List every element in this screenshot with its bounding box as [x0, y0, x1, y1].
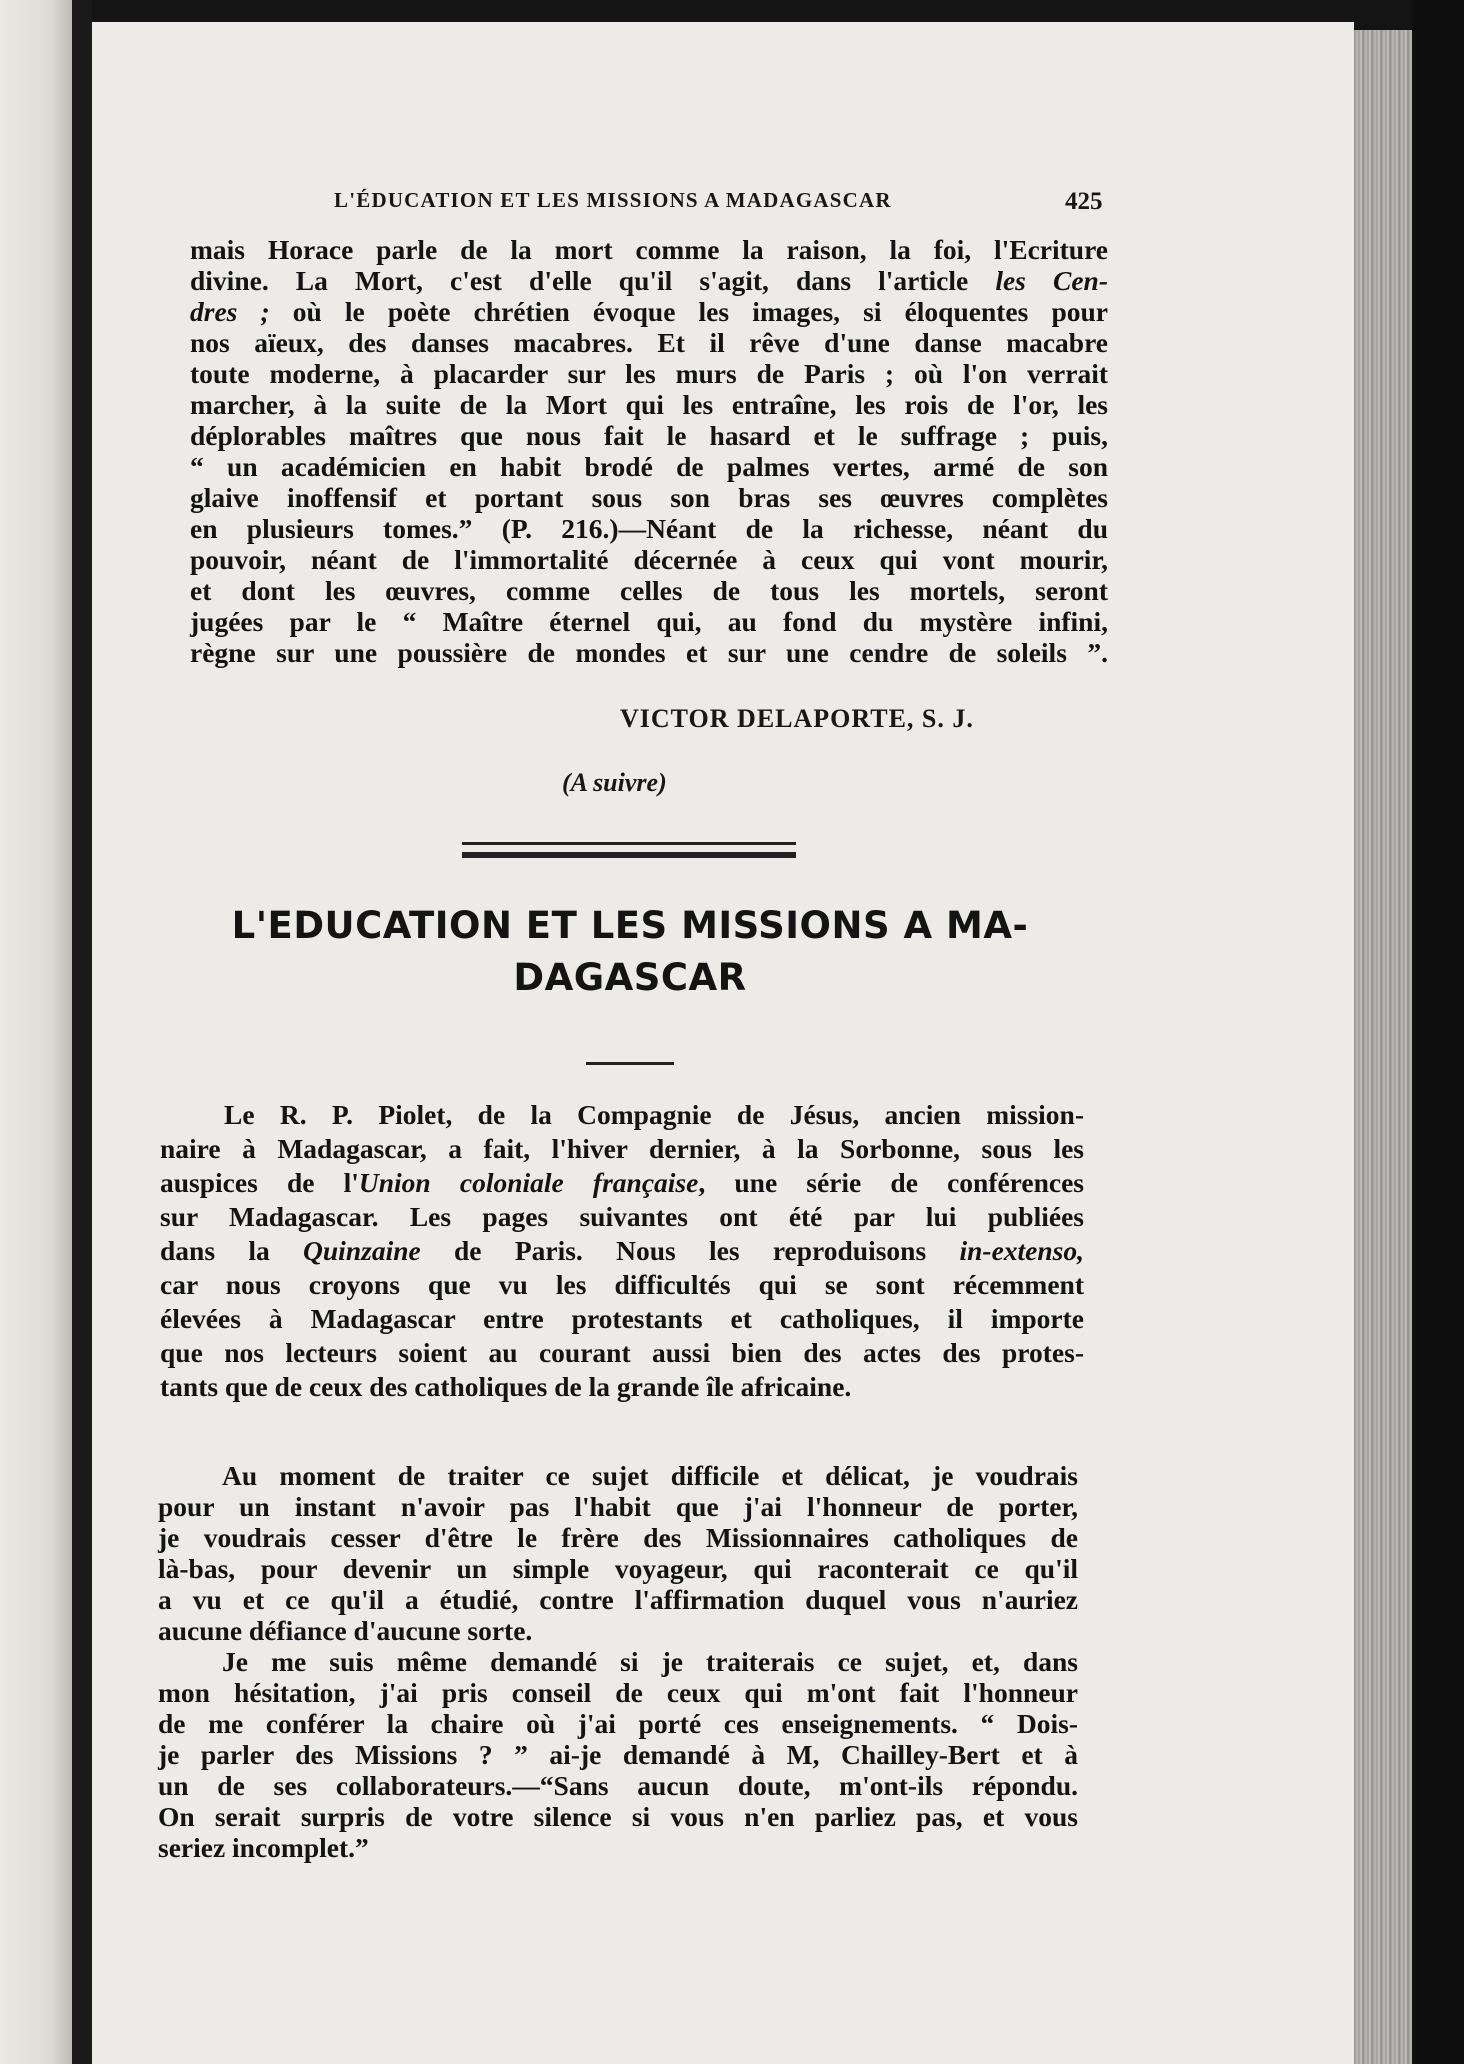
article-title-line: DAGASCAR [513, 956, 747, 999]
italic-term: les Cen- [995, 265, 1108, 296]
scan-border [1412, 0, 1464, 2064]
italic-term: Union coloniale française [358, 1167, 699, 1198]
text-line: un de ses collaborateurs.—“Sans aucun doute, m'ont-ils répondu. [158, 1770, 1078, 1801]
divider-thin-line [462, 842, 796, 845]
text-line: seriez incomplet.” [158, 1832, 369, 1863]
text-line: nos aïeux, des danses macabres. Et il rêve d'une danse macabre [190, 327, 1108, 358]
page-number: 425 [1065, 188, 1103, 215]
divider-thick-line [462, 852, 796, 858]
stacked-page-edges [1354, 30, 1412, 2064]
paragraph-intro [160, 1098, 1084, 1404]
text-line: en plusieurs tomes.” (P. 216.)—Néant de la richesse, néant du [190, 513, 1108, 544]
text-line: marcher, à la suite de la Mort qui les entraîne, les rois de l'or, les [190, 389, 1108, 420]
text-line: que nos lecteurs soient au courant aussi bien des actes des protes- [160, 1337, 1084, 1368]
text-line: glaive inoffensif et portant sous son bras ses œuvres complètes [190, 482, 1108, 513]
article-title-line: L'EDUCATION ET LES MISSIONS A MA- [231, 904, 1029, 947]
text-line: naire à Madagascar, a fait, l'hiver dernier, à la Sorbonne, sous les [160, 1133, 1084, 1164]
text-line: élevées à Madagascar entre protestants et catholiques, il importe [160, 1303, 1084, 1334]
text-line: Au moment de traiter ce sujet difficile et délicat, je voudrais [222, 1460, 1078, 1491]
previous-page-edge [0, 0, 72, 2064]
text-line: je voudrais cesser d'être le frère des Missionnaires catholiques de [158, 1522, 1078, 1553]
text-line: toute moderne, à placarder sur les murs de Paris ; où l'on verrait [190, 358, 1108, 389]
paragraph-body [158, 1460, 1078, 1863]
to-be-continued: (A suivre) [562, 768, 667, 797]
author-signature: VICTOR DELAPORTE, S. J. [620, 704, 974, 733]
text-line: jugées par le “ Maître éternel qui, au fond du mystère infini, [190, 606, 1108, 637]
title-underline [586, 1062, 674, 1065]
text-line: règne sur une poussière de mondes et sur une cendre de soleils ”. [190, 637, 1108, 668]
book-gutter [72, 0, 92, 2064]
text-line: de me conférer la chaire où j'ai porté ces enseignements. “ Dois- [158, 1708, 1078, 1739]
italic-term: in-extenso, [959, 1235, 1084, 1266]
text-line: je parler des Missions ? ” ai-je demandé à M, Chailley-Bert et à [158, 1739, 1078, 1770]
article-title [170, 900, 1090, 1004]
running-head: L'ÉDUCATION ET LES MISSIONS A MADAGASCAR [334, 188, 892, 212]
text-line: Je me suis même demandé si je traiterais ce sujet, et, dans [222, 1646, 1078, 1677]
paragraph-continuation [190, 234, 1108, 668]
text-line: et dont les œuvres, comme celles de tous les mortels, seront [190, 575, 1108, 606]
text-line: pouvoir, néant de l'immortalité décernée à ceux qui vont mourir, [190, 544, 1108, 575]
text-line: auspices de l'Union coloniale française, une série de conférences [160, 1167, 1085, 1198]
text-line: déplorables maîtres que nous fait le hasard et le suffrage ; puis, [190, 420, 1108, 451]
text-line: On serait surpris de votre silence si vous n'en parliez pas, et vous [158, 1801, 1078, 1832]
italic-term: Quinzaine [303, 1235, 421, 1266]
italic-term: dres ; [190, 296, 270, 327]
text-line: car nous croyons que vu les difficultés qui se sont récemment [160, 1269, 1084, 1300]
text-line: sur Madagascar. Les pages suivantes ont été par lui publiées [160, 1201, 1084, 1232]
section-divider [462, 842, 796, 866]
text-line: a vu et ce qu'il a étudié, contre l'affirmation duquel vous n'auriez [158, 1584, 1078, 1615]
text-line: Le R. P. Piolet, de la Compagnie de Jésus, ancien mission- [224, 1099, 1084, 1130]
text-line: divine. La Mort, c'est d'elle qu'il s'agit, dans l'article les Cen- [190, 265, 1108, 296]
text-line: dans la Quinzaine de Paris. Nous les reproduisons in-extenso, [160, 1235, 1084, 1266]
text-line: mon hésitation, j'ai pris conseil de ceux qui m'ont fait l'honneur [158, 1677, 1078, 1708]
text-line: aucune défiance d'aucune sorte. [158, 1615, 533, 1646]
text-line: “ un académicien en habit brodé de palmes vertes, armé de son [190, 451, 1108, 482]
text-line: pour un instant n'avoir pas l'habit que j'ai l'honneur de porter, [158, 1491, 1078, 1522]
text-line: là-bas, pour devenir un simple voyageur, qui raconterait ce qu'il [158, 1553, 1078, 1584]
text-line: mais Horace parle de la mort comme la raison, la foi, l'Ecriture [190, 234, 1108, 265]
text-line: tants que de ceux des catholiques de la grande île africaine. [160, 1371, 852, 1402]
text-line: dres ; où le poète chrétien évoque les images, si éloquentes pour [190, 296, 1108, 327]
